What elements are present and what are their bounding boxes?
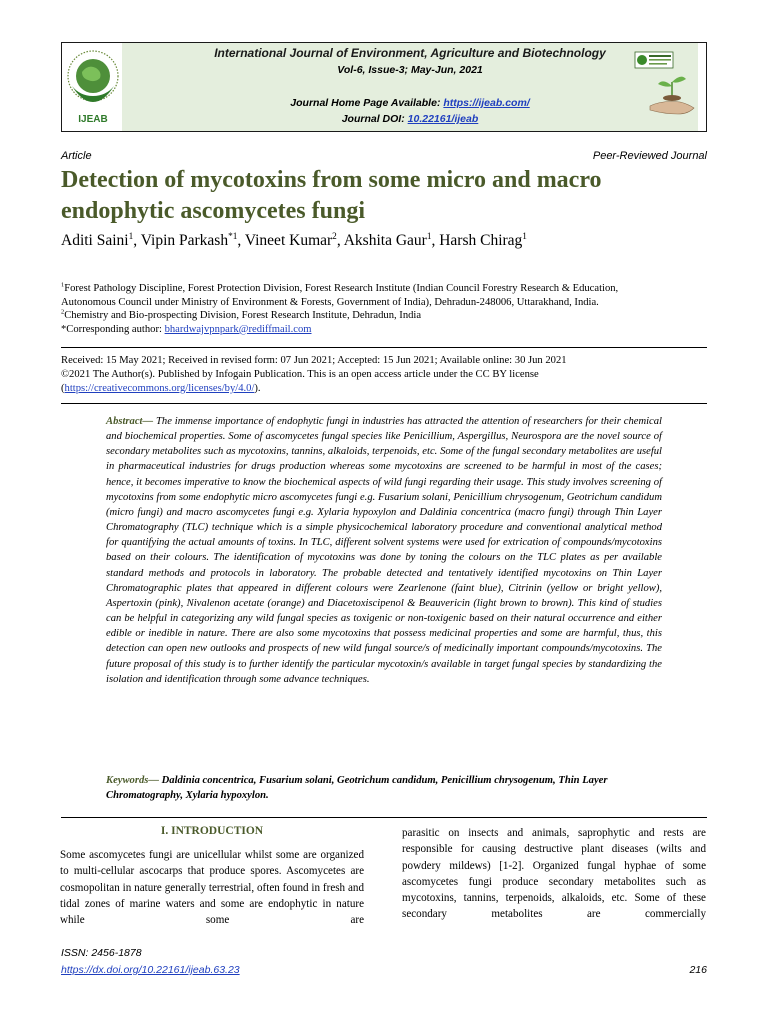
review-type: Peer-Reviewed Journal (592, 150, 707, 162)
author-list (61, 232, 527, 250)
license-link[interactable]: https://creativecommons.org/licenses/by/4.0/ (64, 383, 255, 394)
author-sep: , (336, 232, 344, 249)
license-url-line (61, 382, 711, 396)
abstract-text: The immense importance of endophytic fungi in industries has attracted the attention of researchers for their chemical and biochemical properties. Some of ascomycetes fungal species like Penicillium, Aspergillus, Neurospora are the novel source of secondary metabolites such as mycotoxins, tannins, alkaloids, terpenoids, etc. Some of the fungal secondary metabolites are useful in pharmaceutical industries for drugs production whereas some mycotoxins are screened to be harmful in most of the cases; hence, it becomes imperative to know the biochemical aspects of wild fungi regarding their usage. This study involves screening of mycotoxins from some endophytic micro ascomycetes fungi e.g. Fusarium solani, Penicillium chrysogenum, Geotrichum candidum (micro fungi) and macro ascomycetes fungi e.g. Xylaria hypoxylon and Daldinia concentrica (macro fungi) through Thin Layer Chromatography (TLC) technique which is a simple physicochemical laboratory procedure and conventional analytical method for quantifying the actual amounts of toxins. In TLC, different solvent systems were used for extrication of compounds/mycotoxins based on their colours. The identification of mycotoxins was done by toning the colours on the TLC plates as per available standard methods and protocols in laboratory. The probable detected and tentatively identified mycotoxins on Thin Layer Chromatographic plates that appeared in different colours were Zearlenone (faint blue), Citrinin (yellow or bright yellow), Aspertoxin (pink), Nivalenon acetate (orange) and Diacetoxiscipenol & Beauvericin (light brown to brown). This kind of studies can be helpful in categorizing any wild fungal species as toxigenic or non-toxigenic based on their natural occurrence and either edible or inedible in nature. There are also some mycotoxins that possess medicinal properties and some are harmful, thus, this detection can open new outlooks and prospects of new wild fungal source/s of medicinally important compounds/mycotoxins. The future proposal of this study is to further identify the particular mycotoxin/s available in target fungal species by standardizing the isolation and identification through some advance techniques. (106, 416, 662, 685)
affiliation-1-cont: Autonomous Council under Ministry of Environment & Forests, Government of India), Dehradun-248006, Uttarakhand, India. (61, 296, 599, 308)
author-name: Aditi Saini (61, 232, 129, 249)
author-name: Harsh Chirag (439, 232, 523, 249)
doi-link[interactable]: 10.22161/ijeab (407, 113, 479, 125)
author-affil-sup: 2 (332, 231, 337, 242)
author-name: Vineet Kumar (244, 232, 333, 249)
seedling-hand-icon (632, 46, 704, 128)
affiliations (61, 282, 711, 336)
keywords-label: Keywords— (106, 775, 159, 786)
page-number: 216 (689, 964, 707, 976)
issn: ISSN: 2456-1878 (61, 947, 142, 959)
paren: ). (254, 383, 261, 394)
author-affil-sup: 1 (128, 231, 134, 242)
author-sep: , (237, 232, 245, 249)
affil-text: Chemistry and Bio-prospecting Division, Forest Research Institute, Dehradun, India (64, 310, 422, 322)
paper-title: Detection of mycotoxins from some micro and macro endophytic ascomycetes fungi (61, 167, 602, 224)
affil-sup: 2 (61, 308, 65, 316)
body-column-right: parasitic on insects and animals, saprophytic and rests are responsible for causing destructive plant diseases (wilts and powdery mildews) [1-2]. Organized fungal hyphae of some ascomycetes fungi produce secondary metabolites such as mycotoxins, tannins, terpenoids, alkaloids, etc. Some of these secondary metabolites are commercially (402, 827, 706, 921)
home-label: Journal Home Page Available: (290, 97, 444, 109)
author-name: Akshita Gaur (343, 232, 427, 249)
journal-header (61, 42, 707, 132)
affil-sup: 1 (61, 281, 65, 289)
divider (61, 347, 707, 348)
author-affil-sup: *1 (228, 231, 238, 242)
doi-label: Journal DOI: (341, 113, 408, 125)
abstract (106, 414, 662, 687)
author-affil-sup: 1 (426, 231, 432, 242)
journal-doi (122, 113, 698, 125)
author-affil-sup: 1 (522, 231, 527, 242)
journal-title: International Journal of Environment, Agriculture and Biotechnology (214, 46, 606, 60)
affiliation-2 (61, 309, 711, 323)
license-line: ©2021 The Author(s). Published by Infogain Publication. This is an open access article under the CC BY license (61, 369, 539, 380)
author-name: Vipin Parkash (140, 232, 229, 249)
affiliation-1 (61, 282, 711, 296)
dates-line: Received: 15 May 2021; Received in revised form: 07 Jun 2021; Accepted: 15 Jun 2021; Available online: 30 Jun 2021 (61, 355, 567, 366)
corresponding-email-link[interactable]: bhardwajvpnpark@rediffmail.com (164, 323, 312, 335)
keywords (106, 773, 662, 803)
paren: ( (61, 383, 65, 394)
keywords-text: Daldinia concentrica, Fusarium solani, Geotrichum candidum, Penicillium chrysogenum, Thin Layer Chromatography, Xylaria hypoxylon. (106, 775, 608, 801)
abstract-label: Abstract— (106, 416, 154, 427)
corr-label: *Corresponding author: (61, 323, 165, 335)
affil-text: Forest Pathology Discipline, Forest Protection Division, Forest Research Institute (Indian Council Forestry Research & Education, (64, 283, 619, 294)
divider (61, 817, 707, 818)
journal-issue: Vol-6, Issue-3; May-Jun, 2021 (337, 64, 483, 76)
author-sep: , (133, 232, 141, 249)
journal-logo (66, 46, 120, 128)
divider (61, 403, 707, 404)
journal-home-page (122, 97, 698, 109)
author-sep: , (431, 232, 440, 249)
section-heading: I. INTRODUCTION (160, 825, 264, 837)
article-dates (61, 354, 711, 396)
corresponding-author (61, 323, 711, 337)
logo-text: IJEAB (78, 114, 108, 125)
article-doi-link[interactable]: https://dx.doi.org/10.22161/ijeab.63.23 (61, 964, 240, 976)
article-type: Article (61, 150, 92, 162)
body-column-left: Some ascomycetes fungi are unicellular whilst some are organized to multi-cellular ascocarps that produce spores. Ascomycetes are cosmopolitan in nature generally terrestrial, often found in fresh and tidal zones of marine waters and some are endophytic in nature while some are (60, 849, 364, 927)
home-link[interactable]: https://ijeab.com/ (443, 97, 530, 109)
